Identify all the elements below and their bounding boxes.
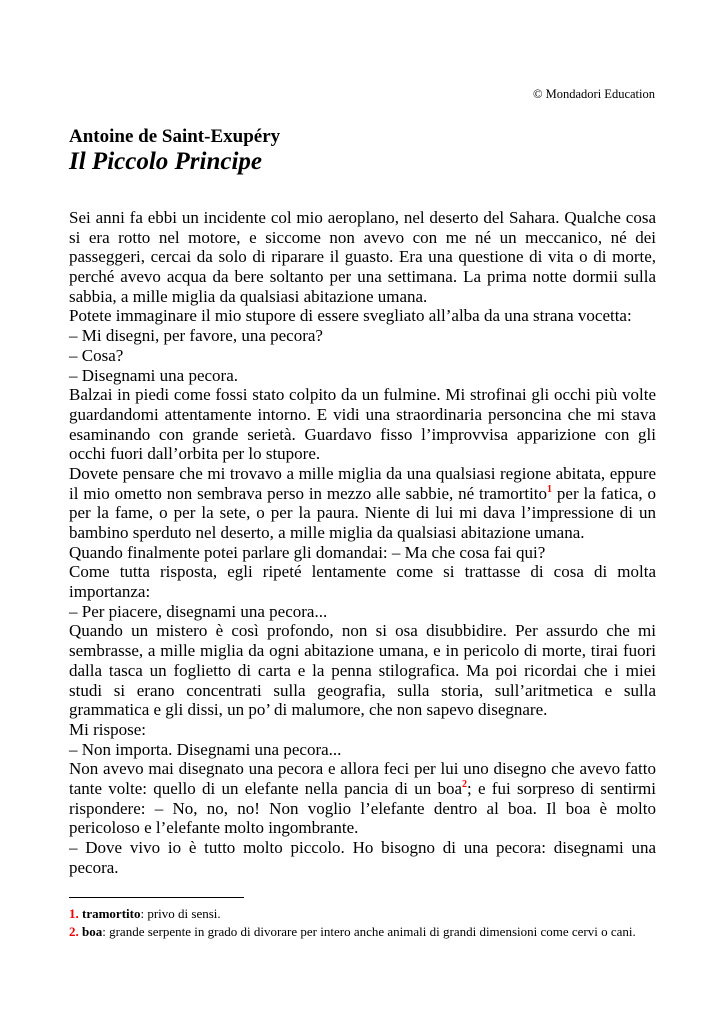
paragraph <box>69 366 656 386</box>
text-line: esaminando con grande serietà. Guardavo fisso l’improvvisa apparizione con gli <box>69 424 656 444</box>
paragraph <box>69 346 656 366</box>
text-line: passeggeri, cercai da solo di riparare il guasto. Era una questione di vita o di morte, <box>69 247 656 267</box>
text-line: – Non importa. Disegnami una pecora... <box>69 739 342 759</box>
text-line: guardandomi attentamente intorno. E vidi una straordinaria personcina che mi stava <box>69 404 656 424</box>
footnotes <box>69 905 656 940</box>
footnote-definition: : privo di sensi. <box>140 906 221 921</box>
text-line: Dovete pensare che mi trovavo a mille miglia da una qualsiasi regione abitata, eppure <box>69 463 656 483</box>
footnote-term: tramortito <box>82 906 141 921</box>
text-line: pericoloso e l’elefante molto ingombrante. <box>69 818 359 838</box>
text-line: – Per piacere, disegnami una pecora... <box>69 601 328 621</box>
text-line: grammatica e gli dissi, un po’ di malumore, che non sapevo disegnare. <box>69 700 548 720</box>
text-line: bambino sperduto nel deserto, a mille miglia da qualsiasi abitazione umana. <box>69 523 585 542</box>
paragraph <box>69 759 656 838</box>
text-line: per la fame, o per la sete, o per la paura. Niente di lui mi dava l’impressione di un <box>69 503 656 523</box>
text-line: perché avevo acqua da bere soltanto per una settimana. La prima notte dormii sulla <box>69 267 656 287</box>
footnote-term: boa <box>82 923 103 939</box>
footnote-marker: 2 <box>462 778 468 790</box>
text-line: studi si erano concentrati sulla geografia, sulla storia, sull’aritmetica e sulla <box>69 680 656 700</box>
footnote-number: 1. <box>69 906 82 921</box>
text-line: – Disegnami una pecora. <box>69 365 238 385</box>
paragraph <box>69 543 656 563</box>
paragraph <box>69 562 656 601</box>
text-line: il mio ometto non sembrava perso in mezzo alle sabbie, né tramortito$^1$ per la fatica, o <box>69 483 656 503</box>
publisher-credit: © Mondadori Education <box>533 87 655 101</box>
footnote <box>69 905 656 923</box>
text-line: – Cosa? <box>69 345 124 365</box>
paragraph <box>69 740 656 760</box>
text-line: Non avevo mai disegnato una pecora e allora feci per lui uno disegno che avevo fatto <box>69 759 656 779</box>
text-line: importanza: <box>69 582 151 602</box>
footnote-number: 2. <box>69 923 82 939</box>
text-line: sembrasse, a mille miglia da ogni abitazione umana, e in pericolo di morte, tirai fuori <box>69 641 656 661</box>
author-name: Antoine de Saint-Exupéry <box>69 126 281 147</box>
paragraph <box>69 464 656 543</box>
text-line: Sei anni fa ebbi un incidente col mio aeroplano, nel deserto del Sahara. Qualche cosa <box>69 208 656 227</box>
text-line: Quando finalmente potei parlare gli domandai: – Ma che cosa fai qui? <box>69 542 546 562</box>
text-line: Potete immaginare il mio stupore di essere svegliato all’alba da una strana vocetta: <box>69 306 632 326</box>
text-line: sabbia, a mille miglia da qualsiasi abitazione umana. <box>69 286 428 306</box>
text-line: – Dove vivo io è tutto molto piccolo. Ho bisogno di una pecora: disegnami una <box>69 838 656 857</box>
paragraph <box>69 720 656 740</box>
text-line: pecora. <box>69 857 119 877</box>
paragraph <box>69 385 656 464</box>
text-line: – Mi disegni, per favore, una pecora? <box>69 326 323 346</box>
book-title: Il Piccolo Principe <box>69 148 263 175</box>
footnote-marker: 1 <box>547 483 553 495</box>
story-text <box>69 208 656 877</box>
text-line: dalla tasca un foglietto di carta e la penna stilografica. Ma poi ricordai che i miei <box>69 660 656 680</box>
paragraph <box>69 326 656 346</box>
text-line: Come tutta risposta, egli ripeté lentamente come si trattasse di cosa di molta <box>69 562 656 582</box>
paragraph <box>69 208 656 306</box>
footnote <box>69 923 656 941</box>
footnote-divider <box>69 897 244 898</box>
paragraph <box>69 602 656 622</box>
paragraph <box>69 838 656 877</box>
text-line: tante volte: quello di un elefante nella pancia di un boa$^2$; e fui sorpreso di sentirmi <box>69 778 656 798</box>
paragraph <box>69 306 656 326</box>
text-line: Quando un mistero è così profondo, non si osa disubbidire. Per assurdo che mi <box>69 621 656 641</box>
footnote-definition: : grande serpente in grado di divorare per intero anche animali di grandi dimensioni come cervi o cani. <box>102 923 636 939</box>
text-line: si era rotto nel motore, e siccome non avevo con me né un meccanico, né dei <box>69 227 656 247</box>
text-line: rispondere: – No, no, no! Non voglio l’elefante dentro al boa. Il boa è molto <box>69 798 656 818</box>
text-line: Mi rispose: <box>69 719 146 739</box>
text-line: occhi fuori dall’orbita per lo stupore. <box>69 444 321 464</box>
paragraph <box>69 621 656 719</box>
text-line: Balzai in piedi come fossi stato colpito da un fulmine. Mi strofinai gli occhi più volte <box>69 385 656 405</box>
